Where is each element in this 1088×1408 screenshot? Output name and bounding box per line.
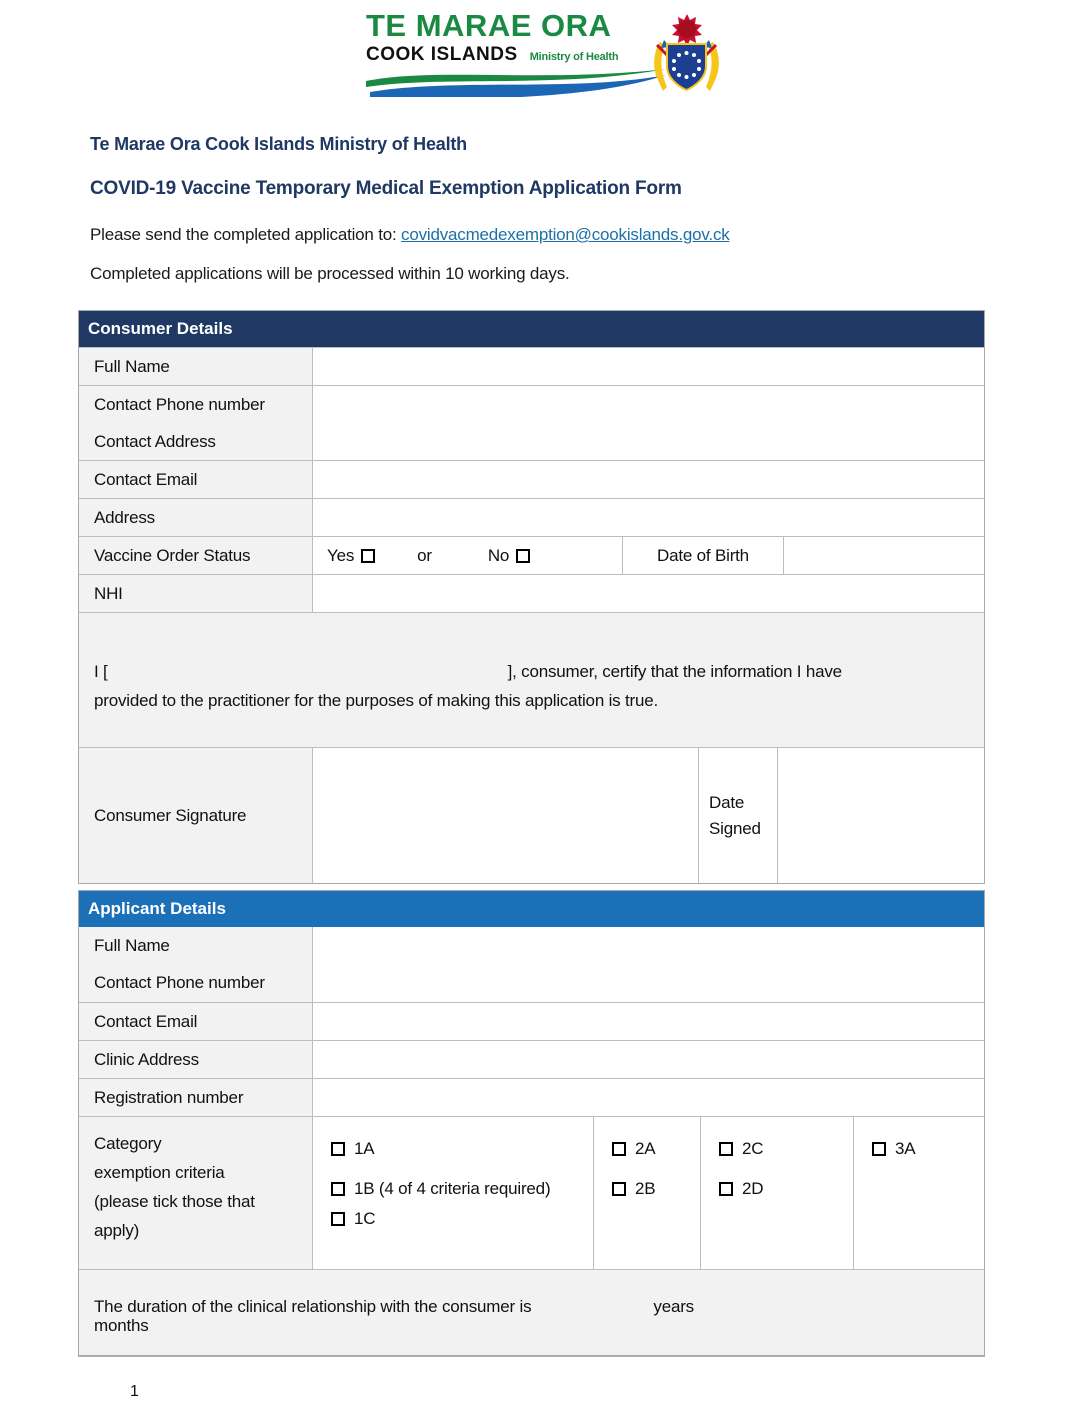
category-column-3: [701, 1117, 854, 1269]
form-title: COVID-19 Vaccine Temporary Medical Exemption Application Form: [90, 178, 682, 199]
vaccine-status-yes-checkbox[interactable]: [361, 549, 375, 563]
applicant-details-table: [78, 890, 985, 1357]
send-instruction-text: Please send the completed application to:: [90, 225, 402, 244]
logo-tagline-text: Ministry of Health: [529, 51, 619, 63]
category-1a-label: 1A: [354, 1139, 375, 1158]
applicant-full-name-label: Full Name: [94, 935, 170, 955]
certify-prefix-text: I [: [94, 662, 108, 681]
or-label: or: [417, 545, 432, 565]
clinic-address-label: Clinic Address: [79, 1041, 313, 1078]
consumer-full-name-field[interactable]: [313, 348, 984, 385]
duration-years-blank[interactable]: [531, 1311, 653, 1312]
category-3a-label: 3A: [895, 1139, 916, 1158]
logo-swoosh-icon: [366, 67, 666, 97]
applicant-details-header-text: Applicant Details: [88, 899, 226, 918]
category-1b-checkbox[interactable]: [331, 1182, 345, 1196]
consumer-email-label: Contact Email: [79, 461, 313, 498]
consumer-phone-label: Contact Phone number: [94, 394, 265, 414]
category-column-4: [854, 1117, 984, 1269]
applicant-name-phone-field[interactable]: [313, 927, 984, 1002]
logo-subtitle-text: COOK ISLANDS: [366, 44, 518, 65]
nhi-label: NHI: [79, 575, 313, 612]
consumer-email-field[interactable]: [313, 461, 984, 498]
temaraeora-logo: [0, 0, 1088, 104]
applicant-email-label: Contact Email: [79, 1003, 313, 1040]
clinical-relationship-duration: [79, 1269, 984, 1355]
consumer-name-blank[interactable]: [108, 676, 508, 677]
vaccine-order-status-label: Vaccine Order Status: [79, 537, 313, 574]
yes-label: Yes: [327, 545, 355, 565]
consumer-details-header-text: Consumer Details: [88, 319, 233, 338]
category-2d-label: 2D: [742, 1179, 764, 1198]
category-label-line: apply): [94, 1221, 140, 1240]
registration-number-label: Registration number: [79, 1079, 313, 1116]
certify-suffix-text: ], consumer, certify that the information I have: [507, 662, 842, 681]
consumer-contact-address-label: Contact Address: [94, 431, 216, 451]
category-label-line: exemption criteria: [94, 1163, 225, 1182]
category-2c-checkbox[interactable]: [719, 1142, 733, 1156]
org-title: Te Marae Ora Cook Islands Ministry of Health: [90, 134, 467, 154]
consumer-certification-statement: [79, 612, 984, 747]
date-signed-field[interactable]: [778, 748, 984, 883]
applicant-phone-label: Contact Phone number: [94, 973, 265, 993]
email-link[interactable]: covidvacmedexemption@cookislands.gov.ck: [401, 225, 730, 244]
applicant-email-field[interactable]: [313, 1003, 984, 1040]
category-label-line: Category: [94, 1134, 162, 1153]
registration-number-field[interactable]: [313, 1079, 984, 1116]
category-2c-label: 2C: [742, 1139, 764, 1158]
consumer-details-table: [78, 310, 985, 884]
category-column-1: [313, 1117, 594, 1269]
consumer-address-label: Address: [79, 499, 313, 536]
clinic-address-field[interactable]: [313, 1041, 984, 1078]
applicant-details-header: [79, 891, 984, 927]
duration-years-label: years: [653, 1297, 694, 1316]
date-of-birth-field[interactable]: [784, 537, 984, 574]
vaccine-status-no-checkbox[interactable]: [516, 549, 530, 563]
category-exemption-label: [79, 1117, 313, 1269]
logo-text-block: [366, 10, 666, 97]
duration-line1: [94, 1297, 969, 1316]
cook-islands-crest-icon: [650, 12, 722, 106]
send-instruction: [90, 225, 988, 245]
consumer-address-field[interactable]: [313, 499, 984, 536]
duration-text: The duration of the clinical relationship with the consumer is: [94, 1297, 532, 1316]
date-signed-label: Date Signed: [699, 748, 778, 883]
duration-months-label: months: [94, 1316, 149, 1335]
certify-line2: provided to the practitioner for the purposes of making this application is true.: [94, 691, 659, 710]
category-2a-checkbox[interactable]: [612, 1142, 626, 1156]
consumer-signature-field[interactable]: [313, 748, 699, 883]
category-column-2: [594, 1117, 701, 1269]
consumer-phone-address-field[interactable]: [313, 386, 984, 460]
category-1b-label: 1B (4 of 4 criteria required): [354, 1179, 551, 1198]
category-1c-checkbox[interactable]: [331, 1212, 345, 1226]
no-label: No: [487, 545, 510, 565]
processing-note: Completed applications will be processed within 10 working days.: [90, 264, 570, 283]
logo-title-text: TE MARAE ORA: [366, 8, 612, 43]
category-1c-label: 1C: [354, 1209, 376, 1228]
category-3a-checkbox[interactable]: [872, 1142, 886, 1156]
category-2b-checkbox[interactable]: [612, 1182, 626, 1196]
category-2d-checkbox[interactable]: [719, 1182, 733, 1196]
category-2b-label: 2B: [635, 1179, 656, 1198]
consumer-signature-label: Consumer Signature: [79, 748, 313, 883]
category-label-line: (please tick those that: [94, 1192, 255, 1211]
certify-line1: [94, 657, 969, 686]
nhi-field[interactable]: [313, 575, 984, 612]
consumer-full-name-label: Full Name: [79, 348, 313, 385]
consumer-details-header: [79, 311, 984, 347]
category-1a-checkbox[interactable]: [331, 1142, 345, 1156]
page-number: 1: [130, 1383, 139, 1400]
vaccine-order-status-field: [313, 537, 623, 574]
category-2a-label: 2A: [635, 1139, 656, 1158]
date-of-birth-label: Date of Birth: [623, 537, 784, 574]
